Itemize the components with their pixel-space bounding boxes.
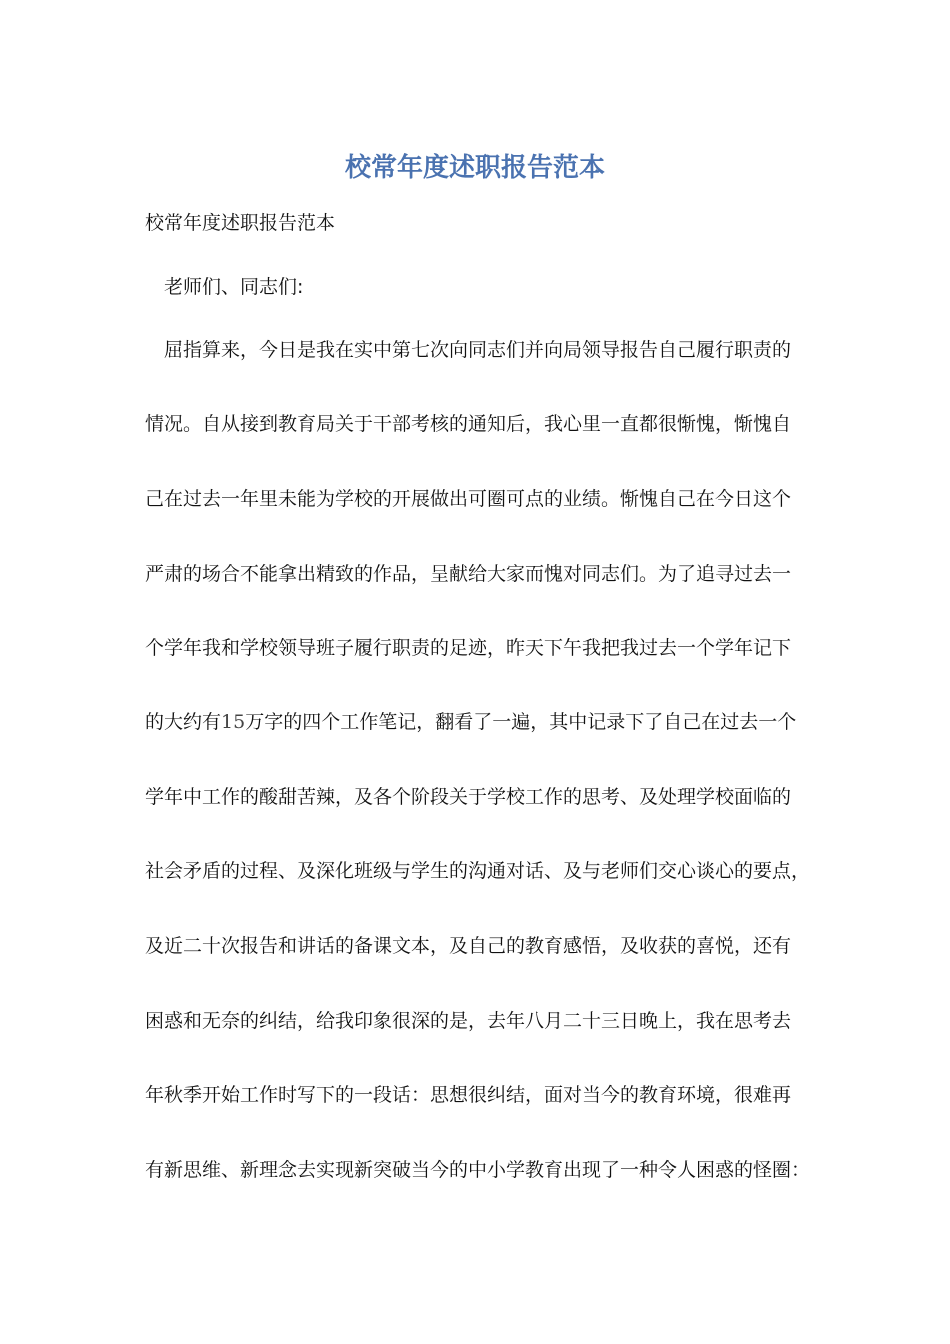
body-line-1: 屈指算来，今日是我在实中第七次向同志们并向局领导报告自己履行职责的 [164, 339, 792, 361]
body-line-7: 学年中工作的酸甜苦辣，及各个阶段关于学校工作的思考、及处理学校面临的 [145, 786, 792, 808]
body-line-5: 个学年我和学校领导班子履行职责的足迹，昨天下午我把我过去一个学年记下 [145, 637, 792, 659]
body-line-10: 困惑和无奈的纠结，给我印象很深的是，去年八月二十三日晚上，我在思考去 [145, 1010, 792, 1032]
body-line-8: 社会矛盾的过程、及深化班级与学生的沟通对话、及与老师们交心谈心的要点， [145, 860, 811, 882]
body-line-12: 有新思维、新理念去实现新突破当今的中小学教育出现了一种令人困惑的怪圈： [145, 1159, 811, 1181]
salutation: 老师们、同志们: [164, 276, 304, 298]
body-line-6 [145, 708, 815, 736]
body-line-6-part-1: 的大约有 [145, 711, 222, 733]
body-line-9: 及近二十次报告和讲话的备课文本，及自己的教育感悟，及收获的喜悦，还有 [145, 935, 792, 957]
document-subtitle: 校常年度述职报告范本 [145, 212, 336, 234]
body-line-6-part-2: 万字的四个工作笔记，翻看了一遍，其中记录下了自己在过去一个 [245, 711, 797, 733]
document-title: 校常年度述职报告范本 [344, 153, 605, 183]
body-line-2: 情况。自从接到教育局关于干部考核的通知后，我心里一直都很惭愧，惭愧自 [145, 413, 792, 435]
body-line-3: 己在过去一年里未能为学校的开展做出可圈可点的业绩。惭愧自己在今日这个 [145, 488, 792, 510]
body-line-4: 严肃的场合不能拿出精致的作品，呈献给大家而愧对同志们。为了追寻过去一 [145, 563, 792, 585]
word-count-number: 15 [221, 711, 246, 733]
body-line-11: 年秋季开始工作时写下的一段话：思想很纠结，面对当今的教育环境，很难再 [145, 1084, 792, 1106]
